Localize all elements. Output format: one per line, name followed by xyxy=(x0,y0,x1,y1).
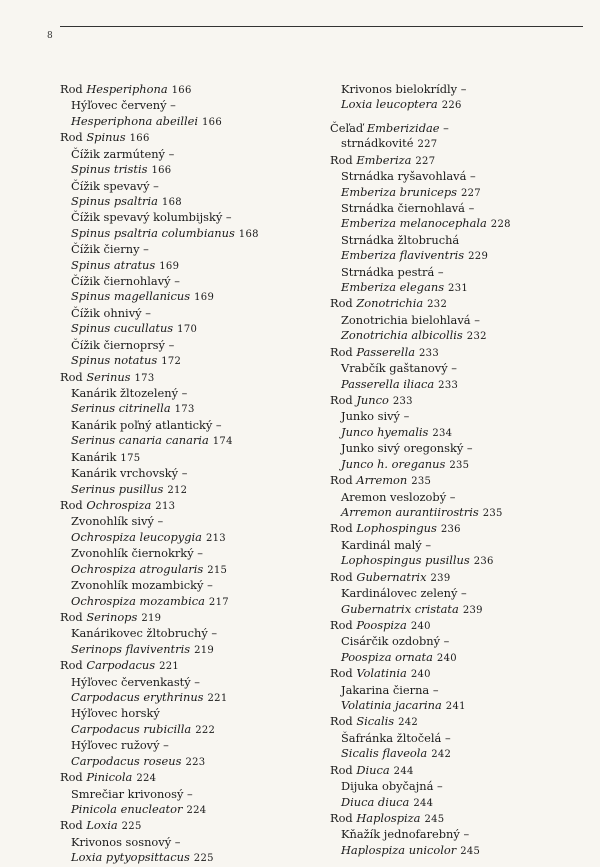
species-latin-entry xyxy=(60,353,310,369)
page-reference: 219 xyxy=(194,644,215,656)
genus-latin-name: Volatinia xyxy=(356,666,407,681)
rank-label: Rod xyxy=(60,770,83,785)
genus-entry xyxy=(60,130,310,146)
species-common-name: Čížik spevavý kolumbijský – xyxy=(71,210,232,225)
species-common-name: Hýľovec červený – xyxy=(71,98,176,113)
species-common-name: Vrabčík gaštanový – xyxy=(341,361,457,376)
page-reference: 173 xyxy=(174,404,195,416)
genus-entry xyxy=(330,473,580,489)
species-common-entry xyxy=(60,466,310,481)
species-latin-entry xyxy=(330,746,580,762)
rank-label: Rod xyxy=(330,762,353,777)
genus-latin-name: Loxia xyxy=(86,818,118,833)
species-latin-entry xyxy=(60,562,310,578)
species-latin-name: Carpodacus rubicilla xyxy=(71,721,192,736)
species-latin-name: Ochrospiza leucopygia xyxy=(71,529,202,544)
page-reference: 234 xyxy=(432,427,453,439)
species-latin-entry xyxy=(330,425,580,441)
species-common-entry xyxy=(60,514,310,529)
species-latin-entry xyxy=(60,289,310,305)
species-latin-name: Hesperiphona abeillei xyxy=(71,113,199,128)
species-common-entry xyxy=(60,626,310,641)
species-latin-entry xyxy=(60,754,310,770)
genus-latin-name: Carpodacus xyxy=(86,658,156,673)
page-reference: 227 xyxy=(417,139,438,151)
species-latin-entry xyxy=(330,553,580,569)
species-common-name: Zonotrichia bielohlavá – xyxy=(341,312,480,327)
species-common-name: Kanárik poľný atlantický – xyxy=(71,417,222,432)
page-reference: 170 xyxy=(177,324,198,336)
species-common-entry xyxy=(60,338,310,353)
species-latin-name: Haplospiza unicolor xyxy=(341,842,457,857)
genus-entry xyxy=(330,714,580,730)
page-reference: 217 xyxy=(208,596,229,608)
species-latin-name: Carpodacus erythrinus xyxy=(71,690,204,705)
species-latin-entry xyxy=(330,328,580,344)
species-latin-entry xyxy=(330,216,580,232)
species-common-entry xyxy=(330,313,580,328)
species-latin-entry xyxy=(330,602,580,618)
page-reference: 224 xyxy=(186,804,207,816)
genus-latin-name: Arremon xyxy=(356,473,408,488)
species-common-entry xyxy=(60,675,310,690)
page-reference: 235 xyxy=(411,476,432,488)
page-reference: 166 xyxy=(171,85,192,96)
page-reference: 223 xyxy=(185,756,206,768)
species-common-name: Zvonohlík čiernokrký – xyxy=(71,546,203,561)
page-reference: 239 xyxy=(430,572,451,584)
page-reference: 225 xyxy=(193,853,214,865)
species-common-name: Hýľovec ružový – xyxy=(71,738,169,753)
species-latin-name: Spinus psaltria xyxy=(71,193,158,208)
species-latin-entry xyxy=(330,457,580,473)
species-latin-entry xyxy=(60,482,310,498)
genus-entry xyxy=(330,345,580,361)
rank-label: Čeľaď xyxy=(330,120,364,135)
species-latin-entry xyxy=(60,722,310,738)
page-reference: 169 xyxy=(194,292,215,304)
rank-label: Rod xyxy=(330,666,353,681)
genus-entry xyxy=(60,770,310,786)
species-common-entry xyxy=(330,265,580,280)
species-common-name: Kanárik vrchovský – xyxy=(71,466,188,481)
species-common-entry xyxy=(330,827,580,842)
page-reference: 235 xyxy=(449,459,470,471)
rank-label: Rod xyxy=(60,369,83,384)
genus-entry xyxy=(60,82,310,98)
species-common-entry xyxy=(330,361,580,376)
genus-latin-name: Sicalis xyxy=(356,714,395,729)
page-reference: 242 xyxy=(398,717,419,729)
genus-entry xyxy=(60,818,310,834)
genus-latin-name: Poospiza xyxy=(356,617,407,632)
species-latin-entry xyxy=(60,690,310,706)
page-reference: 221 xyxy=(207,693,228,705)
species-latin-entry xyxy=(60,226,310,242)
rank-label: Rod xyxy=(330,810,353,825)
species-common-name: Šafránka žltočelá – xyxy=(341,730,451,745)
species-common-name: strnádkovité xyxy=(341,136,414,151)
page-reference: 222 xyxy=(195,724,216,736)
species-common-entry xyxy=(60,274,310,289)
index-column-right xyxy=(330,82,580,859)
section-gap xyxy=(330,114,580,121)
species-common-entry xyxy=(330,731,580,746)
species-latin-entry xyxy=(60,401,310,417)
page-reference: 168 xyxy=(238,228,259,240)
page-reference: 166 xyxy=(129,133,150,145)
species-latin-entry xyxy=(60,802,310,818)
species-latin-entry xyxy=(330,650,580,666)
page-reference: 169 xyxy=(159,260,180,272)
genus-entry xyxy=(60,370,310,386)
species-common-name: Kardinálovec zelený – xyxy=(341,586,467,601)
rank-label: Rod xyxy=(330,393,353,408)
species-latin-entry xyxy=(330,505,580,521)
dash: – xyxy=(443,120,449,135)
species-latin-entry xyxy=(330,377,580,393)
species-latin-name: Spinus atratus xyxy=(71,257,156,272)
species-latin-name: Loxia leucoptera xyxy=(341,97,438,112)
species-common-entry xyxy=(60,738,310,753)
genus-latin-name: Junco xyxy=(356,393,389,408)
species-common-name: Čížik čierny – xyxy=(71,242,149,257)
species-common-name: Čížik zarmútený – xyxy=(71,146,175,161)
species-latin-entry xyxy=(60,433,310,449)
species-common-name: Zvonohlík mozambický – xyxy=(71,578,213,593)
species-latin-name: Serinus pusillus xyxy=(71,481,164,496)
species-common-entry xyxy=(330,201,580,216)
species-common-entry xyxy=(330,490,580,505)
rank-label: Rod xyxy=(330,617,353,632)
species-latin-name: Serinops flaviventris xyxy=(71,641,191,656)
species-common-entry xyxy=(60,706,310,721)
species-common-entry xyxy=(330,683,580,698)
species-common-name: Jakarina čierna – xyxy=(341,682,439,697)
page-reference: 236 xyxy=(440,524,461,536)
page-reference: 215 xyxy=(207,564,228,576)
species-common-name: Hýľovec horský xyxy=(71,706,160,721)
genus-entry xyxy=(330,393,580,409)
species-latin-name: Junco hyemalis xyxy=(341,424,429,439)
species-latin-entry xyxy=(60,594,310,610)
species-latin-name: Serinus canaria canaria xyxy=(71,433,209,448)
genus-latin-name: Passerella xyxy=(356,344,415,359)
page-reference: 233 xyxy=(419,347,439,359)
species-latin-name: Arremon aurantiirostris xyxy=(341,504,479,519)
species-common-name: Čížik čiernoprsý – xyxy=(71,337,175,352)
rank-label: Rod xyxy=(330,344,353,359)
page-reference: 229 xyxy=(468,251,489,263)
species-common-entry xyxy=(330,169,580,184)
page-reference: 231 xyxy=(448,283,469,295)
species-common-name: Smrečiar krivonosý – xyxy=(71,786,193,801)
species-latin-name: Spinus notatus xyxy=(71,353,158,368)
genus-entry xyxy=(330,570,580,586)
species-latin-entry xyxy=(60,642,310,658)
species-common-name: Krivonos bielokrídly – xyxy=(341,82,467,96)
species-common-name: Hýľovec červenkastý – xyxy=(71,674,200,689)
species-latin-entry xyxy=(330,795,580,811)
page-reference: 240 xyxy=(410,620,431,632)
genus-latin-name: Ochrospiza xyxy=(86,497,152,512)
species-latin-name: Spinus tristis xyxy=(71,162,148,177)
page-reference: 235 xyxy=(482,507,503,519)
species-latin-name: Lophospingus pusillus xyxy=(341,553,470,568)
species-common-entry xyxy=(330,409,580,424)
species-common-entry xyxy=(330,441,580,456)
page-reference: 219 xyxy=(141,612,162,624)
species-latin-name: Ochrospiza atrogularis xyxy=(71,561,204,576)
species-latin-name: Volatinia jacarina xyxy=(341,698,442,713)
species-common-name: Čížik ohnivý – xyxy=(71,305,151,320)
page-reference: 240 xyxy=(410,669,431,681)
species-latin-entry xyxy=(330,185,580,201)
species-latin-entry xyxy=(330,698,580,714)
genus-latin-name: Pinicola xyxy=(86,770,133,785)
species-latin-entry xyxy=(60,258,310,274)
page-reference: 241 xyxy=(445,701,466,713)
species-common-entry xyxy=(330,634,580,649)
species-latin-name: Serinus citrinella xyxy=(71,401,171,416)
page-reference: 224 xyxy=(136,773,157,785)
species-common-entry xyxy=(60,147,310,162)
species-common-name: Strnádka žltobruchá xyxy=(341,232,460,247)
page-number: 8 xyxy=(47,31,53,41)
page-reference: 213 xyxy=(155,500,176,512)
genus-entry xyxy=(330,811,580,827)
rank-label: Rod xyxy=(330,473,353,488)
species-latin-name: Emberiza flaviventris xyxy=(341,248,465,263)
page-reference: 233 xyxy=(438,379,459,391)
page-reference: 233 xyxy=(392,396,413,408)
species-common-name: Kanárik žltozelený – xyxy=(71,386,188,401)
species-common-entry xyxy=(60,450,310,466)
page-reference: 175 xyxy=(120,452,141,464)
page-reference: 173 xyxy=(134,372,155,384)
species-common-name: Junko sivý oregonský – xyxy=(341,441,473,456)
page-reference: 244 xyxy=(393,765,414,777)
species-latin-name: Carpodacus roseus xyxy=(71,753,182,768)
genus-entry xyxy=(330,618,580,634)
genus-entry xyxy=(330,296,580,312)
species-latin-name: Spinus magellanicus xyxy=(71,289,191,304)
species-latin-name: Junco h. oreganus xyxy=(341,456,446,471)
genus-entry xyxy=(330,521,580,537)
species-common-name: Kardinál malý – xyxy=(341,537,432,552)
species-common-name: Zvonohlík sivý – xyxy=(71,514,164,529)
page-reference: 227 xyxy=(460,187,481,199)
genus-latin-name: Emberizidae xyxy=(366,120,440,135)
species-common-name: Strnádka ryšavohlavá – xyxy=(341,169,476,184)
genus-latin-name: Lophospingus xyxy=(356,521,437,536)
rank-label: Rod xyxy=(330,152,353,167)
genus-entry xyxy=(60,658,310,674)
index-column-left xyxy=(60,82,310,867)
species-common-entry xyxy=(60,835,310,850)
species-common-entry xyxy=(60,546,310,561)
species-latin-name: Emberiza bruniceps xyxy=(341,184,457,199)
species-common-entry xyxy=(330,538,580,553)
rank-label: Rod xyxy=(60,818,83,833)
page-reference: 212 xyxy=(167,484,188,496)
species-common-entry xyxy=(60,98,310,113)
genus-entry xyxy=(60,498,310,514)
page-reference: 226 xyxy=(441,100,462,112)
genus-entry xyxy=(330,121,580,136)
species-common-entry xyxy=(60,306,310,321)
page-reference: 236 xyxy=(473,556,494,568)
species-latin-name: Loxia pytyopsittacus xyxy=(71,850,190,865)
genus-latin-name: Haplospiza xyxy=(356,810,421,825)
rank-label: Rod xyxy=(60,130,83,145)
species-latin-name: Ochrospiza mozambica xyxy=(71,593,205,608)
species-common-name: Strnádka pestrá – xyxy=(341,264,444,279)
species-common-name: Čížik spevavý – xyxy=(71,178,159,193)
genus-latin-name: Spinus xyxy=(86,130,126,145)
species-latin-entry xyxy=(60,530,310,546)
species-common-name: Čížik čiernohlavý – xyxy=(71,274,180,289)
page-reference: 245 xyxy=(460,845,481,857)
page-reference: 232 xyxy=(466,331,487,343)
species-latin-name: Zonotrichia albicollis xyxy=(341,328,463,343)
page-reference: 213 xyxy=(205,532,226,544)
genus-entry xyxy=(60,610,310,626)
genus-latin-name: Gubernatrix xyxy=(356,569,427,584)
species-latin-name: Passerella iliaca xyxy=(341,376,435,391)
page-reference: 228 xyxy=(490,219,511,231)
species-common-entry xyxy=(60,242,310,257)
species-latin-entry xyxy=(60,321,310,337)
genus-latin-name: Diuca xyxy=(356,762,390,777)
rank-label: Rod xyxy=(60,82,83,96)
species-latin-name: Gubernatrix cristata xyxy=(341,601,459,616)
species-latin-name: Spinus cucullatus xyxy=(71,321,174,336)
species-latin-entry xyxy=(330,843,580,859)
species-common-name: Strnádka čiernohlavá – xyxy=(341,200,475,215)
rank-label: Rod xyxy=(60,497,83,512)
species-common-entry xyxy=(330,136,580,152)
species-latin-name: Poospiza ornata xyxy=(341,649,433,664)
rank-label: Rod xyxy=(330,569,353,584)
species-common-name: Kanárik xyxy=(71,449,117,464)
genus-entry xyxy=(330,153,580,169)
page-reference: 174 xyxy=(212,436,233,448)
page-reference: 172 xyxy=(161,356,182,368)
species-latin-name: Emberiza melanocephala xyxy=(341,216,487,231)
species-latin-name: Diuca diuca xyxy=(341,794,410,809)
page-reference: 166 xyxy=(202,116,223,128)
species-common-name: Junko sivý – xyxy=(341,409,410,424)
rank-label: Rod xyxy=(60,658,83,673)
top-rule xyxy=(60,26,583,27)
species-common-entry xyxy=(60,386,310,401)
genus-latin-name: Serinus xyxy=(86,369,131,384)
page-reference: 242 xyxy=(431,749,452,761)
page-reference: 240 xyxy=(436,652,457,664)
page-reference: 168 xyxy=(161,196,182,208)
rank-label: Rod xyxy=(330,521,353,536)
species-latin-entry xyxy=(330,280,580,296)
species-common-entry xyxy=(330,586,580,601)
genus-latin-name: Emberiza xyxy=(356,152,412,167)
genus-latin-name: Serinops xyxy=(86,609,138,624)
species-common-entry xyxy=(60,578,310,593)
species-common-entry xyxy=(60,179,310,194)
species-latin-name: Emberiza elegans xyxy=(341,280,445,295)
species-common-entry xyxy=(330,779,580,794)
species-latin-entry xyxy=(330,97,580,113)
species-common-entry xyxy=(60,418,310,433)
species-common-name: Dijuka obyčajná – xyxy=(341,779,443,794)
page-reference: 245 xyxy=(424,813,445,825)
species-latin-entry xyxy=(330,248,580,264)
species-common-entry xyxy=(330,233,580,248)
page-reference: 227 xyxy=(415,155,436,167)
species-common-name: Kanárikovec žltobruchý – xyxy=(71,626,218,641)
genus-entry xyxy=(330,666,580,682)
genus-entry xyxy=(330,763,580,779)
species-latin-name: Spinus psaltria columbianus xyxy=(71,225,235,240)
species-common-entry xyxy=(60,210,310,225)
rank-label: Rod xyxy=(330,714,353,729)
species-latin-entry xyxy=(60,114,310,130)
species-common-name: Kňažík jednofarebný – xyxy=(341,827,470,842)
rank-label: Rod xyxy=(60,609,83,624)
page-reference: 221 xyxy=(159,661,180,673)
species-latin-name: Pinicola enucleator xyxy=(71,801,183,816)
page-reference: 225 xyxy=(121,821,142,833)
species-common-entry xyxy=(330,82,580,97)
species-common-name: Cisárčik ozdobný – xyxy=(341,634,450,649)
page-reference: 166 xyxy=(151,165,172,177)
species-latin-name: Sicalis flaveola xyxy=(341,746,428,761)
species-common-entry xyxy=(60,787,310,802)
species-latin-entry xyxy=(60,194,310,210)
genus-latin-name: Hesperiphona xyxy=(86,82,168,96)
page-reference: 232 xyxy=(427,299,448,311)
rank-label: Rod xyxy=(330,296,353,311)
species-common-name: Aremon veslozobý – xyxy=(341,489,456,504)
genus-latin-name: Zonotrichia xyxy=(356,296,424,311)
species-common-name: Krivonos sosnový – xyxy=(71,834,181,849)
species-latin-entry xyxy=(60,162,310,178)
page-reference: 239 xyxy=(462,604,483,616)
page-reference: 244 xyxy=(413,797,434,809)
